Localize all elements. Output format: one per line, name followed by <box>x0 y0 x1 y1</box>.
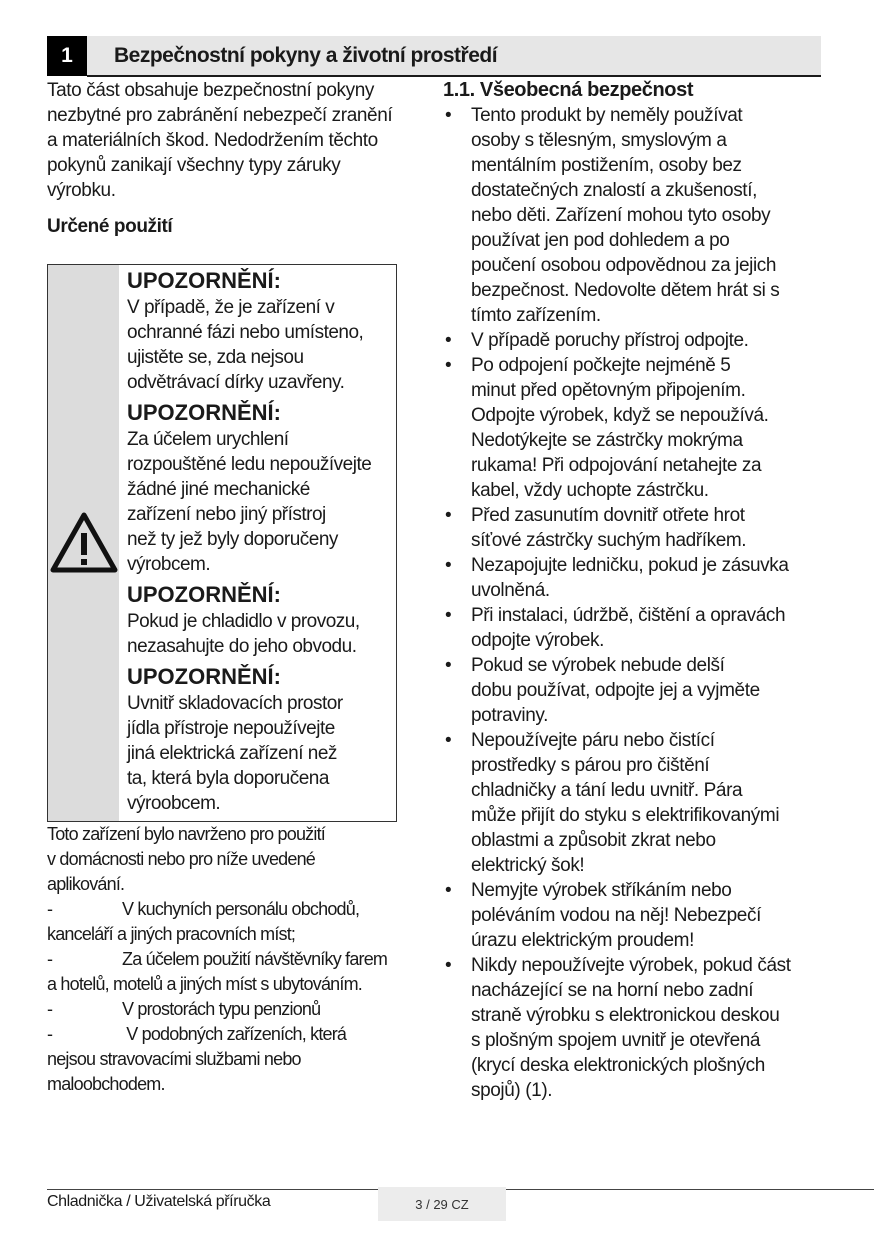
warning-item <box>127 581 402 659</box>
bullet-line: bezpečnost. Nedovolte dětem hrát si s <box>471 280 780 301</box>
intro-line: Tato část obsahuje bezpečnostní pokyny <box>47 80 375 101</box>
safety-bullet <box>443 553 838 603</box>
warning-line: Uvnitř skladovacích prostor <box>127 693 343 714</box>
safety-bullet <box>443 878 838 953</box>
bullet-line: rukama! Při odpojování netahejte za <box>471 455 762 476</box>
warning-line: než ty jež byly doporučeny <box>127 529 338 550</box>
bullet-line: nacházející se na horní nebo zadní <box>471 980 754 1001</box>
warning-title: UPOZORNĚNÍ: <box>127 664 281 689</box>
warning-line: jiná elektrická zařízení než <box>127 743 337 764</box>
bullet-line: dostatečných znalostí a zkušeností, <box>471 180 757 201</box>
usage-item-first: V prostorách typu penzionů <box>122 999 321 1019</box>
bullet-line: nebo děti. Zařízení mohou tyto osoby <box>471 205 771 226</box>
bullet-line: straně výrobku s elektronickou deskou <box>471 1005 780 1026</box>
warning-line: výrobcem. <box>127 554 211 575</box>
usage-section <box>47 822 427 1097</box>
warning-item <box>127 399 402 577</box>
bullet-line: odpojte výrobek. <box>471 630 605 651</box>
warning-line: žádné jiné mechanické <box>127 479 310 500</box>
warning-line: nezasahujte do jeho obvodu. <box>127 636 357 657</box>
bullet-line: dobu používat, odpojte jej a vyjměte <box>471 680 760 701</box>
bullet-line: Odpojte výrobek, když se nepoužívá. <box>471 405 769 426</box>
bullet-line: může přijít do styku s elektrifikovanými <box>471 805 780 826</box>
safety-bullet <box>443 503 838 553</box>
header-rule <box>87 75 821 77</box>
usage-item-rest: nejsou stravovacími službami nebo maloobchodem. <box>47 1049 301 1094</box>
bullet-line: potraviny. <box>471 705 548 726</box>
bullet-line: osoby s tělesným, smyslovým a <box>471 130 727 151</box>
usage-line: v domácnosti nebo pro níže uvedené <box>47 849 315 869</box>
warning-line: zařízení nebo jiný přístroj <box>127 504 326 525</box>
usage-dash: - <box>47 1024 53 1044</box>
page-number: 3 / 29 CZ <box>378 1187 506 1221</box>
safety-bullet <box>443 353 838 503</box>
warning-line: ochranné fázi nebo umísteno, <box>127 322 364 343</box>
safety-bullet-list <box>443 103 838 1103</box>
intended-use-heading: Určené použití <box>47 216 173 237</box>
usage-item-rest: kanceláří a jiných pracovních míst; <box>47 924 296 944</box>
warning-list <box>127 267 402 820</box>
bullet-line: • Nemyjte výrobek stříkáním nebo <box>471 880 732 901</box>
bullet-line: úrazu elektrickým proudem! <box>471 930 694 951</box>
bullet-line: oblastmi a způsobit zkrat nebo <box>471 830 716 851</box>
bullet-line: spojů) (1). <box>471 1080 553 1101</box>
safety-bullet <box>443 953 838 1103</box>
bullet-line: chladničky a tání ledu uvnitř. Pára <box>471 780 743 801</box>
bullet-line: síťové zástrčky suchým hadříkem. <box>471 530 747 551</box>
safety-bullet <box>443 328 838 353</box>
warning-line: jídla přístroje nepoužívejte <box>127 718 335 739</box>
bullet-line: Nedotýkejte se zástrčky mokrýma <box>471 430 743 451</box>
intro-line: a materiálních škod. Nedodržením těchto <box>47 130 378 151</box>
usage-dash: - <box>47 899 53 919</box>
bullet-line: • Nikdy nepoužívejte výrobek, pokud část <box>471 955 791 976</box>
intro-text <box>47 78 437 203</box>
bullet-line: • Nepoužívejte páru nebo čistící <box>471 730 715 751</box>
warning-line: odvětrávací dírky uzavřeny. <box>127 372 345 393</box>
warning-line: V případě, že je zařízení v <box>127 297 335 318</box>
section-heading: 1.1. Všeobecná bezpečnost <box>443 79 694 101</box>
bullet-line: s plošným spojem uvnitř je otevřená <box>471 1030 761 1051</box>
warning-title: UPOZORNĚNÍ: <box>127 400 281 425</box>
usage-dash: - <box>47 949 53 969</box>
usage-item-rest: a hotelů, motelů a jiných míst s ubytováním. <box>47 974 362 994</box>
bullet-line: používat jen pod dohledem a po <box>471 230 730 251</box>
bullet-line: poléváním vodou na něj! Nebezpečí <box>471 905 761 926</box>
warning-title: UPOZORNĚNÍ: <box>127 582 281 607</box>
bullet-line: mentálním postižením, osoby bez <box>471 155 742 176</box>
usage-dash: - <box>47 999 53 1019</box>
safety-bullet <box>443 603 838 653</box>
usage-line: Toto zařízení bylo navrženo pro použití <box>47 824 325 844</box>
page-title: Bezpečnostní pokyny a životní prostředí <box>114 44 498 67</box>
warning-line: ta, která byla doporučena <box>127 768 329 789</box>
warning-triangle-icon <box>49 510 119 574</box>
warning-line: ujistěte se, zda nejsou <box>127 347 304 368</box>
usage-item <box>47 997 427 1022</box>
usage-item <box>47 947 427 972</box>
usage-item <box>47 1022 427 1047</box>
bullet-line: tímto zařízením. <box>471 305 601 326</box>
usage-item-first: Za účelem použití návštěvníky farem <box>122 949 388 969</box>
bullet-line: uvolněná. <box>471 580 550 601</box>
warning-line: Pokud je chladidlo v provozu, <box>127 611 360 632</box>
safety-bullet <box>443 728 838 878</box>
chapter-number: 1 <box>47 36 87 76</box>
bullet-line: minut před opětovným připojením. <box>471 380 746 401</box>
footer-doc-title: Chladnička / Uživatelská příručka <box>47 1193 271 1210</box>
right-column <box>443 78 838 1103</box>
intro-line: pokynů zanikají všechny typy záruky <box>47 155 341 176</box>
warning-line: Za účelem urychlení <box>127 429 289 450</box>
bullet-line: kabel, vždy uchopte zástrčku. <box>471 480 709 501</box>
bullet-line: • V případě poruchy přístroj odpojte. <box>471 330 749 351</box>
bullet-line: • Nezapojujte ledničku, pokud je zásuvka <box>471 555 789 576</box>
bullet-line: • Pokud se výrobek nebude delší <box>471 655 725 676</box>
intro-line: nezbytné pro zabránění nebezpečí zranění <box>47 105 393 126</box>
warning-line: rozpouštěné ledu nepoužívejte <box>127 454 372 475</box>
bullet-line: poučení osobou odpovědnou za jejich <box>471 255 777 276</box>
left-column <box>47 78 437 239</box>
bullet-line: • Před zasunutím dovnitř otřete hrot <box>471 505 745 526</box>
warning-item <box>127 267 402 395</box>
bullet-line: • Při instalaci, údržbě, čištění a opravách <box>471 605 786 626</box>
usage-item-first: V kuchyních personálu obchodů, <box>122 899 360 919</box>
safety-bullet <box>443 653 838 728</box>
usage-item <box>47 897 427 922</box>
warning-line: výroobcem. <box>127 793 221 814</box>
intro-line: výrobku. <box>47 180 116 201</box>
usage-line: aplikování. <box>47 874 125 894</box>
bullet-line: elektrický šok! <box>471 855 585 876</box>
bullet-line: • Po odpojení počkejte nejméně 5 <box>471 355 731 376</box>
bullet-line: • Tento produkt by neměly používat <box>471 105 743 126</box>
warning-title: UPOZORNĚNÍ: <box>127 268 281 293</box>
safety-bullet <box>443 103 838 328</box>
warning-item <box>127 663 402 816</box>
bullet-line: (krycí deska elektronických plošných <box>471 1055 765 1076</box>
usage-item-first: V podobných zařízeních, která <box>122 1024 347 1044</box>
bullet-line: prostředky s párou pro čištění <box>471 755 710 776</box>
